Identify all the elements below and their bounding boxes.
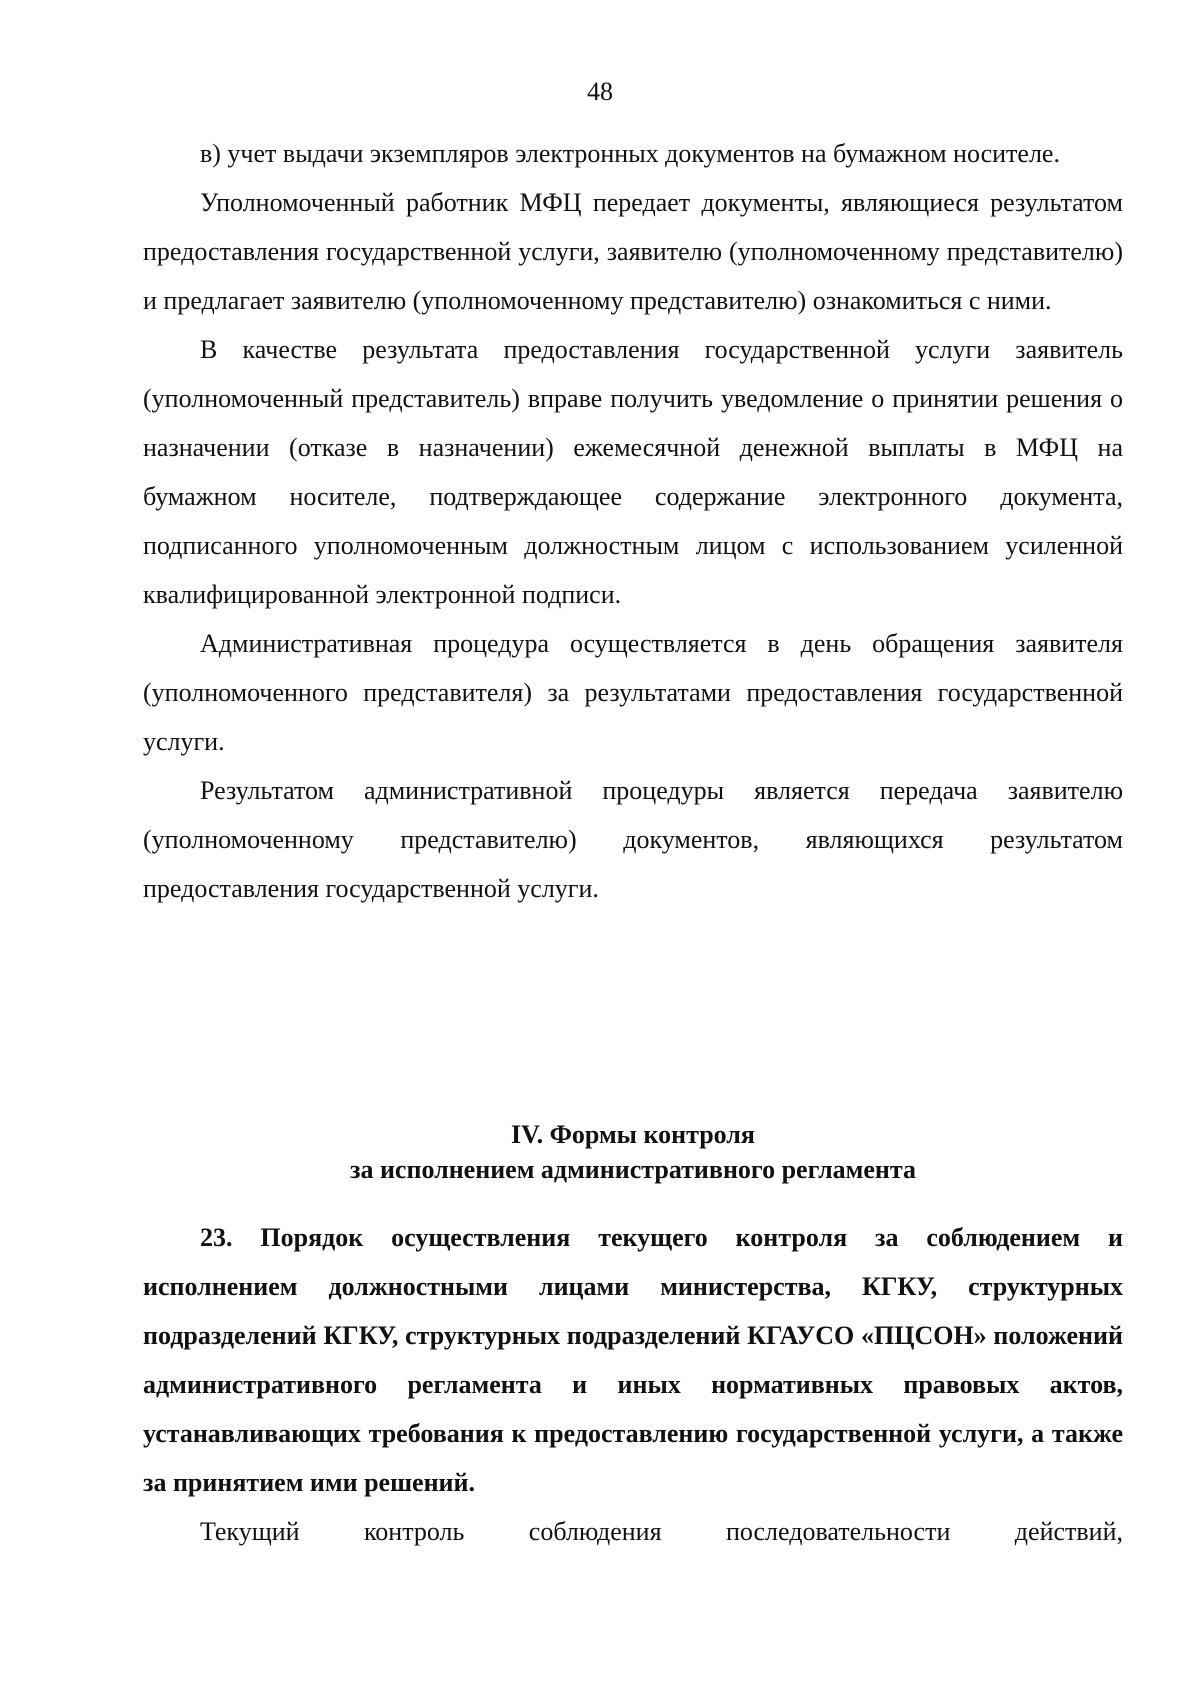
paragraph-issuance-record: в) учет выдачи экземпляров электронных документов на бумажном носителе. — [200, 139, 1060, 168]
paragraph-mfc-transfer: Уполномоченный работник МФЦ передает документы, являющиеся результатом предоставления государственной услуги, заявителю (уполномоченному представителю) и предлагает заявителю (уполномоченному представителю) ознакомиться с ними. — [143, 188, 1123, 315]
paragraph-notification: В качестве результата предоставления государственной услуги заявитель (уполномоченный представитель) вправе получить уведомление о принятии решения о назначении (отказе в назначении) ежемесячной денежной выплаты в МФЦ на бумажном носителе, подтверждающее содержание электронного документа, подписанного уполномоченным должностным лицом с использованием усиленной квалифицированной электронной подписи. — [143, 335, 1123, 609]
body-text — [143, 129, 1123, 913]
paragraph-procedure-day: Административная процедура осуществляется в день обращения заявителя (уполномоченного представителя) за результатами предоставления государственной услуги. — [143, 629, 1123, 756]
section-heading-line-2: за исполнением административного регламента — [350, 1155, 916, 1184]
page-number: 48 — [587, 77, 613, 106]
paragraph-current-control: Текущий контроль соблюдения последовательности действий, — [200, 1517, 1123, 1546]
section-heading-line-1: IV. Формы контроля — [511, 1120, 755, 1149]
section-heading — [143, 1117, 1123, 1187]
paragraph-procedure-result: Результатом административной процедуры является передача заявителю (уполномоченному представителю) документов, являющихся результатом предоставления государственной услуги. — [143, 776, 1123, 903]
section-body — [143, 1213, 1123, 1556]
subsection-heading: 23. Порядок осуществления текущего контроля за соблюдением и исполнением должностными лицами министерства, КГКУ, структурных подразделений КГКУ, структурных подразделений КГАУСО «ПЦСОН» положений административного регламента и иных нормативных правовых актов, устанавливающих требования к предоставлению государственной услуги, а также за принятием ими решений. — [143, 1223, 1123, 1497]
